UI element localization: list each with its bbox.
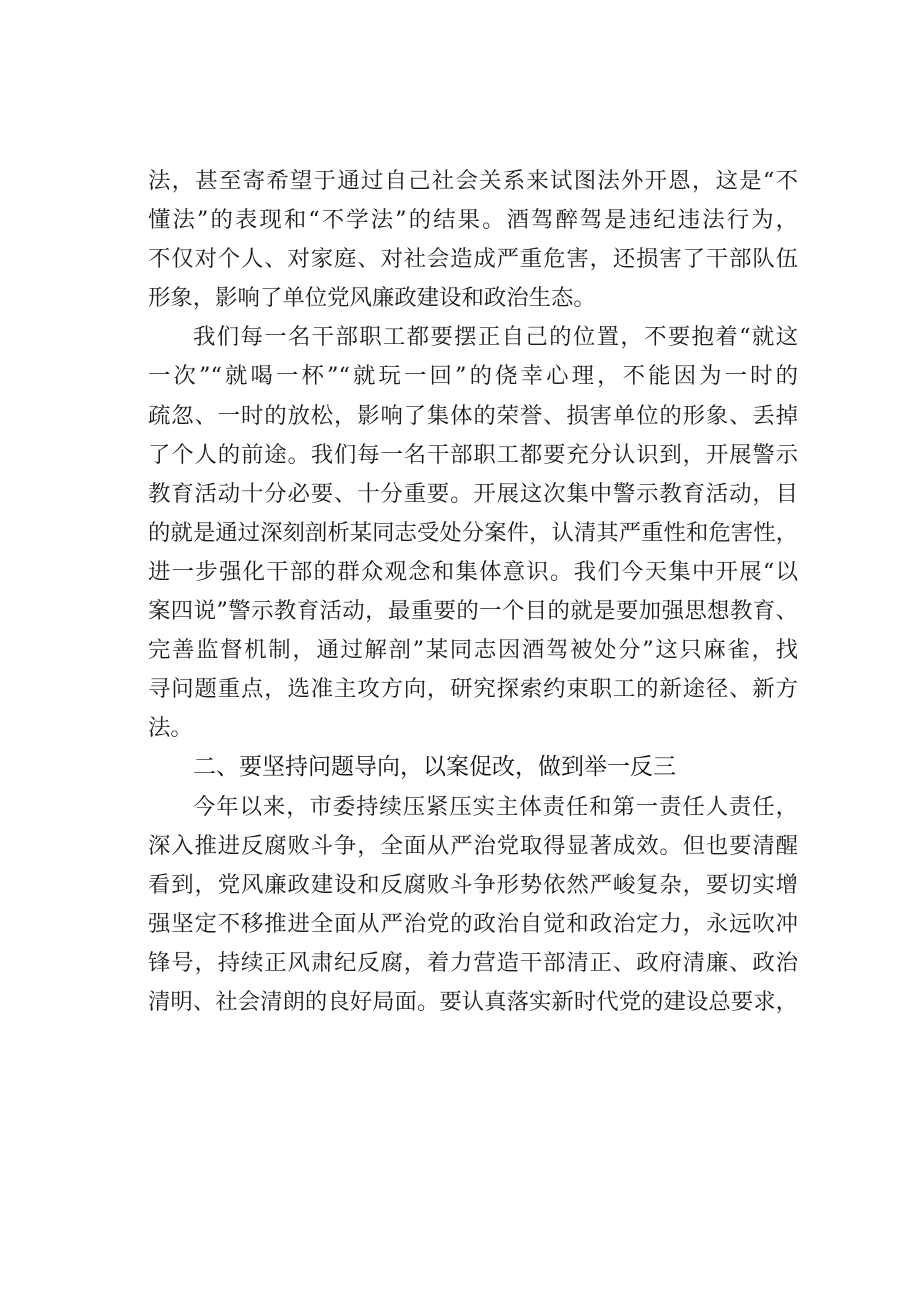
paragraph-line: 了个人的前途。我们每一名干部职工都要充分认识到，开展警示	[148, 441, 798, 468]
paragraph-line: 疏忽、一时的放松，影响了集体的荣誉、损害单位的形象、丢掉	[148, 402, 798, 429]
document-body	[148, 162, 798, 1022]
paragraph-line: 案四说”警示教育活动，最重要的一个目的就是要加强思想教育、	[148, 598, 798, 625]
paragraph-line: 寻问题重点，选准主攻方向，研究探索约束职工的新途径、新方	[148, 676, 798, 703]
paragraph-line: 完善监督机制，通过解剖”某同志因酒驾被处分”这只麻雀，找	[148, 637, 798, 664]
paragraph-line: 不仅对个人、对家庭、对社会造成严重危害，还损害了干部队伍	[148, 246, 798, 273]
paragraph-line: 锋号，持续正风肃纪反腐，着力营造干部清正、政府清廉、政治	[148, 949, 798, 976]
paragraph-line: 我们每一名干部职工都要摆正自己的位置，不要抱着“就这	[193, 324, 798, 351]
paragraph-line: 强坚定不移推进全面从严治党的政治自觉和政治定力，永远吹冲	[148, 910, 798, 937]
section-heading: 二、要坚持问题导向，以案促改，做到举一反三	[193, 754, 676, 781]
paragraph-line: 深入推进反腐败斗争，全面从严治党取得显著成效。但也要清醒	[148, 832, 798, 859]
paragraph-line: 懂法”的表现和“不学法”的结果。酒驾醉驾是违纪违法行为，	[148, 207, 798, 234]
paragraph-line: 今年以来，市委持续压紧压实主体责任和第一责任人责任，	[193, 793, 798, 820]
paragraph-line: 一次”“就喝一杯”“就玩一回”的侥幸心理，不能因为一时的	[148, 363, 798, 390]
paragraph-line: 清明、社会清朗的良好局面。要认真落实新时代党的建设总要求，	[148, 988, 798, 1015]
paragraph-line: 进一步强化干部的群众观念和集体意识。我们今天集中开展“以	[148, 558, 798, 585]
paragraph-line: 看到，党风廉政建设和反腐败斗争形势依然严峻复杂，要切实增	[148, 871, 798, 898]
paragraph-line: 教育活动十分必要、十分重要。开展这次集中警示教育活动，目	[148, 480, 798, 507]
paragraph-line: 形象，影响了单位党风廉政建设和政治生态。	[148, 285, 596, 312]
paragraph-line: 法，甚至寄希望于通过自己社会关系来试图法外开恩，这是“不	[148, 168, 798, 194]
paragraph-line: 的就是通过深刻剖析某同志受处分案件，认清其严重性和危害性，	[148, 519, 798, 546]
paragraph-line: 法。	[148, 715, 193, 742]
